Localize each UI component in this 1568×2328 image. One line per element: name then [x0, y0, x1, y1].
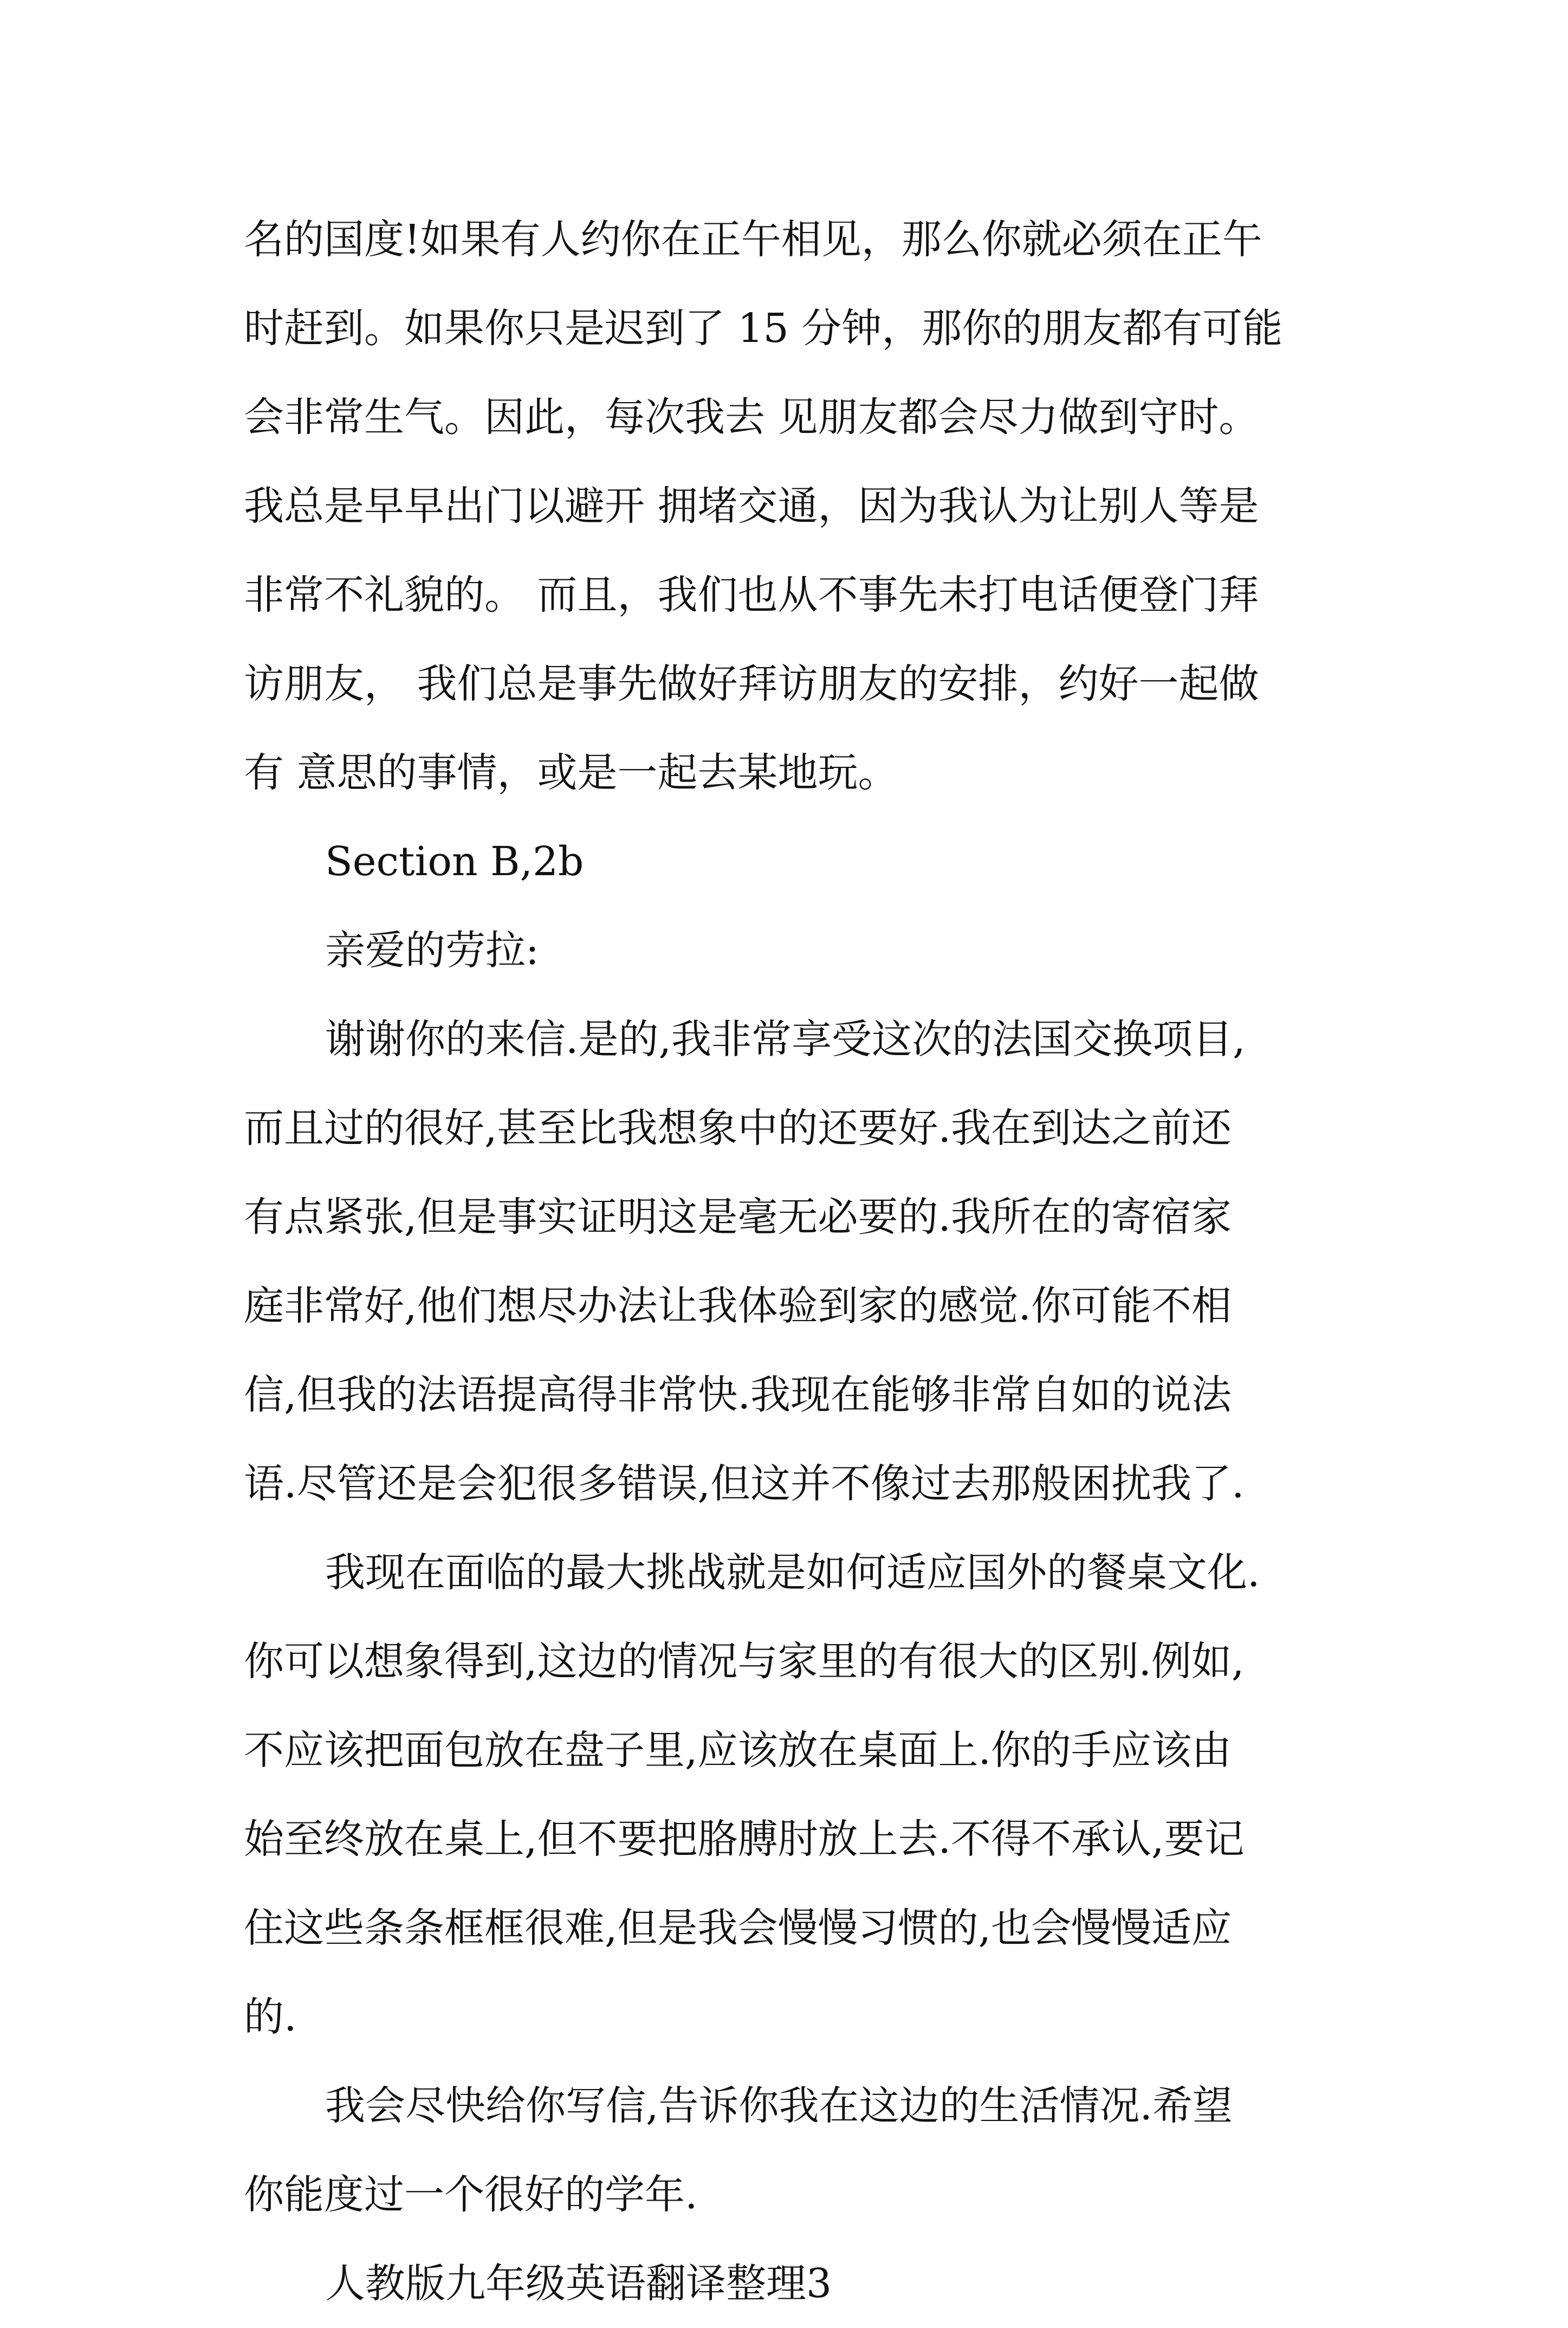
text-line: 有点紧张,但是事实证明这是毫无必要的.我所在的寄宿家: [244, 1194, 1232, 1240]
text-line: 名的国度!如果有人约你在正午相见，那么你就必须在正午: [244, 216, 1262, 263]
text-line: 我现在面临的最大挑战就是如何适应国外的餐桌文化.: [325, 1549, 1260, 1596]
paragraph-2: [244, 995, 1338, 1528]
text-line: 我总是早早出门以避开 拥堵交通，因为我认为让别人等是: [244, 483, 1259, 529]
text-line: 而且过的很好,甚至比我想象中的还要好.我在到达之前还: [244, 1105, 1232, 1152]
paragraph-3: [244, 1528, 1338, 2061]
text-line: 信,但我的法语提高得非常快.我现在能够非常自如的说法: [244, 1372, 1232, 1418]
paragraph-1: [244, 195, 1338, 817]
letter-salutation: 亲爱的劳拉:: [325, 927, 539, 974]
text-line: 谢谢你的来信.是的,我非常享受这次的法国交换项目,: [325, 1016, 1246, 1063]
text-line: 非常不礼貌的。 而且，我们也从不事先未打电话便登门拜: [244, 572, 1259, 618]
text-line: 住这些条条框框很难,但是我会慢慢习惯的,也会慢慢适应: [244, 1905, 1232, 1951]
document-body: [244, 195, 1338, 2328]
text-line: 语.尽管还是会犯很多错误,但这并不像过去那般困扰我了.: [244, 1460, 1245, 1507]
text-line: 我会尽快给你写信,告诉你我在这边的生活情况.希望: [325, 2083, 1233, 2129]
section-heading: Section B,2b: [325, 838, 584, 885]
text-line: 会非常生气。因此，每次我去 见朋友都会尽力做到守时。: [244, 394, 1259, 441]
text-line: 不应该把面包放在盘子里,应该放在桌面上.你的手应该由: [244, 1727, 1232, 1774]
text-line: 始至终放在桌上,但不要把胳膊肘放上去.不得不承认,要记: [244, 1816, 1245, 1863]
paragraph-4: [244, 2061, 1338, 2239]
next-section-title: 人教版九年级英语翻译整理3: [325, 2260, 832, 2307]
text-line: 有 意思的事情，或是一起去某地玩。: [244, 749, 898, 796]
text-line: 的.: [244, 1994, 297, 2040]
text-line: 访朋友， 我们总是事先做好拜访朋友的安排，约好一起做: [244, 661, 1259, 707]
text-line: 你可以想象得到,这边的情况与家里的有很大的区别.例如,: [244, 1638, 1245, 1685]
text-line: 时赶到。如果你只是迟到了 15 分钟，那你的朋友都有可能: [244, 305, 1283, 352]
text-line: 你能度过一个很好的学年.: [244, 2171, 698, 2218]
text-line: 庭非常好,他们想尽办法让我体验到家的感觉.你可能不相: [244, 1283, 1232, 1329]
